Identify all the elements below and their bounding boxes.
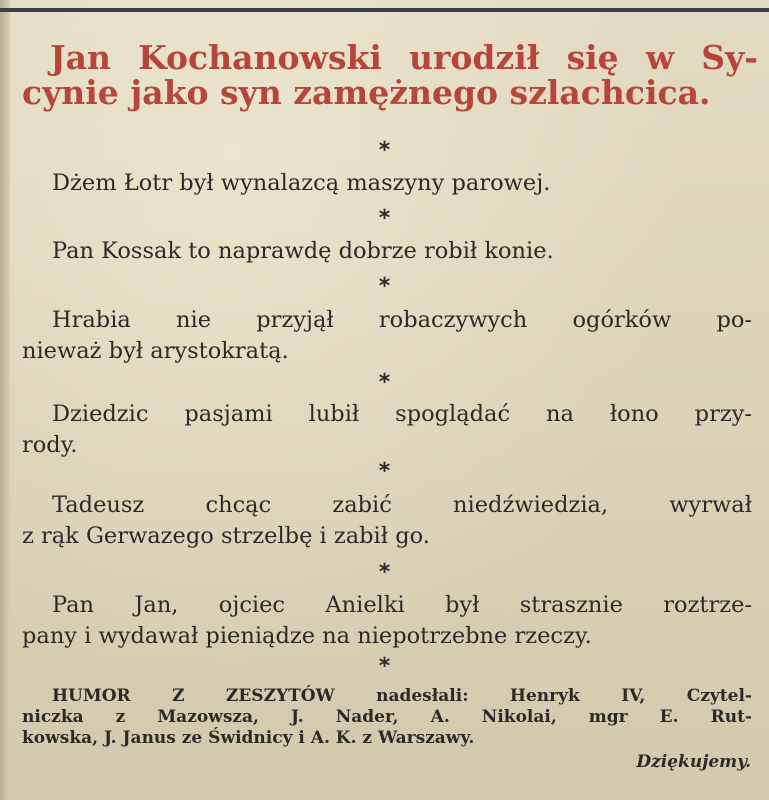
- joke-line: Dziedzic pasjami lubił spoglądać na łono przy-: [52, 401, 752, 427]
- separator-star: *: [378, 274, 391, 299]
- joke-item-4: [22, 399, 752, 461]
- top-rule: [0, 8, 769, 12]
- joke-line: Hrabia nie przyjął robaczywych ogórków po-: [52, 307, 752, 333]
- headline: [22, 40, 758, 110]
- joke-item-3: [22, 305, 752, 367]
- joke-item-2: [22, 236, 752, 267]
- joke-line: pany i wydawał pieniądze na niepotrzebne rzeczy.: [22, 623, 592, 649]
- credits-line-1: HUMOR Z ZESZYTÓW nadesłali: Henryk IV, Czytel-: [52, 686, 752, 706]
- joke-line: rody.: [22, 432, 78, 458]
- separator-star: *: [378, 560, 391, 585]
- joke-line: Tadeusz chcąc zabić niedźwiedzia, wyrwał: [52, 492, 752, 518]
- joke-item-1: [22, 168, 752, 199]
- separator-star: *: [378, 206, 391, 231]
- joke-item-5: [22, 490, 752, 552]
- separator-star: *: [378, 654, 391, 679]
- credits: [22, 686, 752, 749]
- credits-line-2: niczka z Mazowsza, J. Nader, A. Nikolai, mgr E. Rut-: [22, 707, 752, 727]
- headline-line-2: cynie jako syn zamężnego szlachcica.: [22, 73, 711, 112]
- joke-line: Pan Jan, ojciec Anielki był strasznie roztrze-: [52, 592, 752, 618]
- joke-line: z rąk Gerwazego strzelbę i zabił go.: [22, 523, 430, 549]
- page-edge-shadow: [0, 0, 10, 800]
- thanks-signoff: Dziękujemy.: [636, 752, 751, 772]
- separator-star: *: [378, 138, 391, 163]
- headline-line-1: Jan Kochanowski urodził się w Sy-: [50, 38, 758, 77]
- separator-star: *: [378, 459, 391, 484]
- joke-line: Pan Kossak to naprawdę dobrze robił konie.: [52, 238, 554, 264]
- joke-item-6: [22, 590, 752, 652]
- joke-line: nieważ był arystokratą.: [22, 338, 289, 364]
- separator-star: *: [378, 370, 391, 395]
- credits-line-3: kowska, J. Janus ze Świdnicy i A. K. z Warszawy.: [22, 728, 475, 748]
- joke-line: Dżem Łotr był wynalazcą maszyny parowej.: [52, 170, 551, 196]
